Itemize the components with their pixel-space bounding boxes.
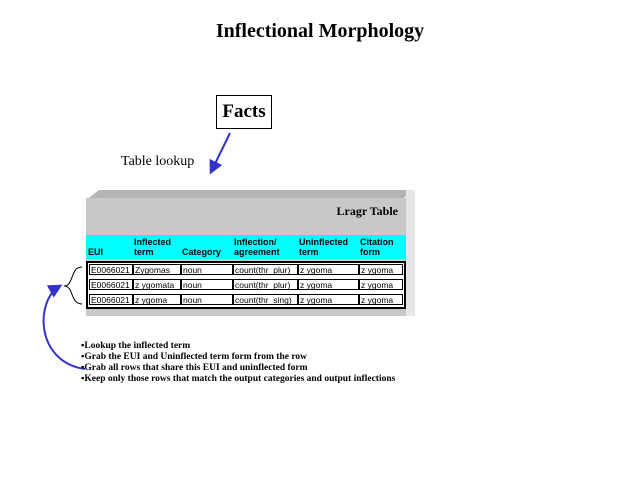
cell-eui: E0066021 bbox=[89, 264, 133, 275]
table-side-bevel bbox=[406, 190, 415, 316]
cell-citation-form: z ygoma bbox=[359, 279, 403, 290]
header-inflected-term: Inflected term bbox=[134, 237, 172, 257]
table-header bbox=[86, 235, 406, 259]
table-row bbox=[88, 278, 404, 292]
lragr-table bbox=[86, 198, 406, 316]
table-row bbox=[88, 263, 404, 277]
header-uninflected-term: Uninflected term bbox=[299, 237, 349, 257]
table-name: Lragr Table bbox=[336, 204, 398, 218]
cell-uninflected-term: z ygoma bbox=[298, 264, 359, 275]
list-item: ▪Grab the EUI and Uninflected term form from the row bbox=[81, 352, 307, 362]
loop-back-arrow bbox=[44, 286, 85, 369]
header-eui: EUI bbox=[88, 247, 104, 257]
table-lookup-label: Table lookup bbox=[121, 154, 195, 169]
table-rows bbox=[86, 261, 406, 309]
steps-list bbox=[81, 341, 395, 385]
cell-inflected-term: z ygoma bbox=[133, 294, 181, 305]
facts-to-table-arrow bbox=[211, 133, 230, 172]
cell-inflection: count(thr_sing) bbox=[233, 294, 298, 305]
cell-uninflected-term: z ygoma bbox=[298, 279, 359, 290]
table-row bbox=[88, 293, 404, 307]
header-citation-form: Citation form bbox=[360, 237, 394, 257]
cell-eui: E0066021 bbox=[89, 294, 133, 305]
row-bracket bbox=[64, 267, 82, 304]
list-item: ▪Keep only those rows that match the output categories and output inflections bbox=[81, 374, 396, 384]
facts-label: Facts bbox=[222, 101, 266, 122]
cell-category: noun bbox=[181, 294, 233, 305]
list-item: ▪Grab all rows that share this EUI and uninflected form bbox=[81, 363, 308, 373]
cell-category: noun bbox=[181, 264, 233, 275]
cell-eui: E0066021 bbox=[89, 279, 133, 290]
cell-citation-form: z ygoma bbox=[359, 294, 403, 305]
header-category: Category bbox=[182, 247, 222, 257]
header-inflection: Inflection/ agreement bbox=[234, 237, 280, 257]
cell-inflection: count(thr_plur) bbox=[233, 264, 298, 275]
cell-inflection: count(thr_plur) bbox=[233, 279, 298, 290]
page-title: Inflectional Morphology bbox=[215, 20, 425, 42]
cell-uninflected-term: z ygoma bbox=[298, 294, 359, 305]
cell-citation-form: z ygoma bbox=[359, 264, 403, 275]
cell-inflected-term: Zygomas bbox=[133, 264, 181, 275]
cell-inflected-term: z ygomata bbox=[133, 279, 181, 290]
list-item: ▪Lookup the inflected term bbox=[81, 341, 191, 351]
cell-category: noun bbox=[181, 279, 233, 290]
